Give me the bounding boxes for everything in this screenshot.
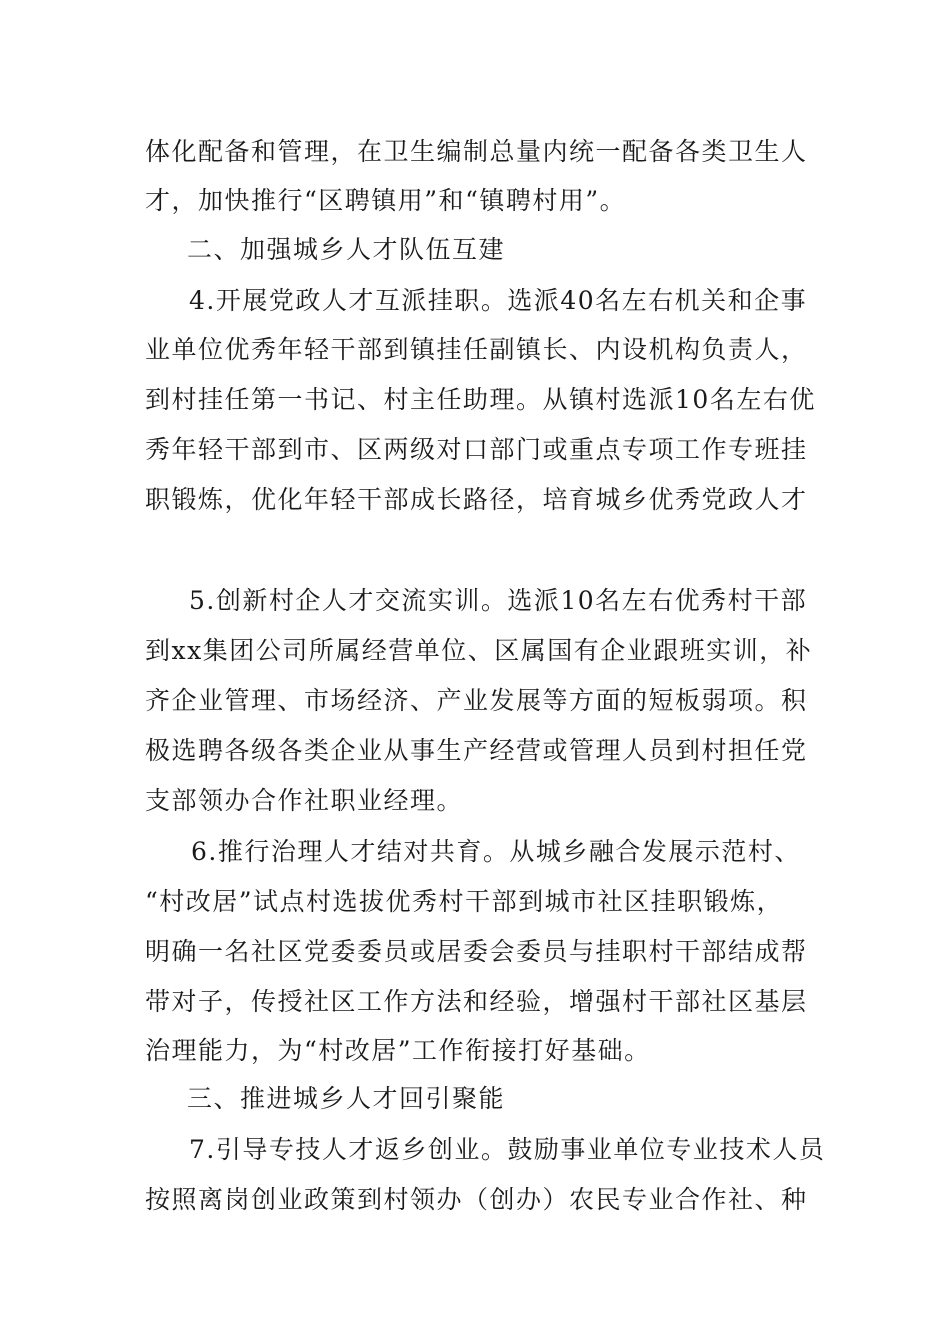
body-line: 明确一名社区党委委员或居委会委员与挂职村干部结成帮 (145, 937, 808, 966)
body-line: 体化配备和管理，在卫生编制总量内统一配备各类卫生人 (145, 137, 808, 166)
body-line: 秀年轻干部到市、区两级对口部门或重点专项工作专班挂 (145, 435, 808, 464)
body-line: 才，加快推行“区聘镇用”和“镇聘村用”。 (145, 186, 627, 215)
section-heading-2: 二、加强城乡人才队伍互建 (187, 235, 506, 264)
section-heading-3: 三、推进城乡人才回引聚能 (187, 1084, 506, 1113)
paragraph-5-first-line: 5.创新村企人才交流实训。选派10名左右优秀村干部 (189, 586, 808, 615)
body-line: 职锻炼，优化年轻干部成长路径，培育城乡优秀党政人才 (145, 485, 808, 514)
body-line: 带对子，传授社区工作方法和经验，增强村干部社区基层 (145, 987, 808, 1016)
body-line: 按照离岗创业政策到村领办（创办）农民专业合作社、种 (145, 1185, 808, 1214)
body-line: 极选聘各级各类企业从事生产经营或管理人员到村担任党 (145, 736, 808, 765)
paragraph-4-first-line: 4.开展党政人才互派挂职。选派40名左右机关和企事 (189, 286, 808, 315)
body-line: 治理能力，为“村改居”工作衔接打好基础。 (145, 1036, 651, 1065)
paragraph-6-first-line: 6.推行治理人才结对共育。从城乡融合发展示范村、 (191, 837, 801, 866)
paragraph-7-first-line: 7.引导专技人才返乡创业。鼓励事业单位专业技术人员 (189, 1135, 826, 1164)
body-line: 到村挂任第一书记、村主任助理。从镇村选派10名左右优 (145, 385, 816, 414)
body-line: “村改居”试点村选拔优秀村干部到城市社区挂职锻炼， (145, 887, 784, 916)
body-line: 齐企业管理、市场经济、产业发展等方面的短板弱项。积 (145, 686, 808, 715)
body-line: 业单位优秀年轻干部到镇挂任副镇长、内设机构负责人， (145, 335, 808, 364)
body-line: 到xx集团公司所属经营单位、区属国有企业跟班实训，补 (145, 636, 813, 665)
body-line: 支部领办合作社职业经理。 (145, 786, 464, 815)
